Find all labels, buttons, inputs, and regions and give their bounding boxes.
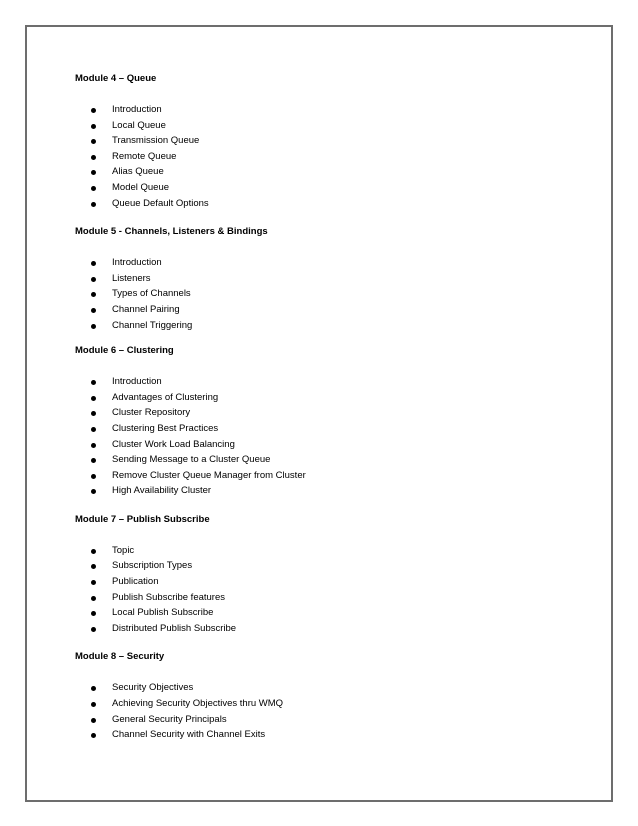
list-item [75, 590, 595, 606]
module-7-section [75, 513, 595, 637]
list-item-label: Publication [112, 576, 159, 588]
bullet-icon [91, 733, 96, 738]
list-item-label: Advantages of Clustering [112, 391, 219, 403]
bullet-icon [91, 324, 96, 329]
list-item [75, 102, 595, 118]
list-item-label: Remote Queue [112, 150, 177, 162]
list-item [75, 164, 595, 180]
list-item-label: Types of Channels [112, 288, 191, 300]
list-item [75, 696, 595, 712]
bullet-icon [91, 627, 96, 632]
list-item [75, 196, 595, 212]
module-heading: Module 8 – Security [75, 651, 165, 663]
list-item [75, 149, 595, 165]
topic-list [75, 102, 595, 211]
list-item-label: Publish Subscribe features [112, 591, 226, 603]
list-item [75, 621, 595, 637]
bullet-icon [91, 718, 96, 723]
bullet-icon [91, 124, 96, 129]
bullet-icon [91, 443, 96, 448]
list-item-label: Remove Cluster Queue Manager from Cluster [112, 469, 306, 481]
bullet-icon [91, 580, 96, 585]
module-heading: Module 5 - Channels, Listeners & Bindings [75, 226, 268, 238]
list-item [75, 374, 595, 390]
bullet-icon [91, 549, 96, 554]
list-item-label: Achieving Security Objectives thru WMQ [112, 698, 284, 710]
bullet-icon [91, 396, 96, 401]
list-item [75, 421, 595, 437]
bullet-icon [91, 202, 96, 207]
module-5-section [75, 225, 595, 333]
bullet-icon [91, 411, 96, 416]
topic-list [75, 543, 595, 637]
bullet-icon [91, 277, 96, 282]
topic-list [75, 374, 595, 499]
bullet-icon [91, 564, 96, 569]
list-item-label: Sending Message to a Cluster Queue [112, 454, 271, 466]
bullet-icon [91, 427, 96, 432]
list-item-label: Security Objectives [112, 682, 194, 694]
list-item [75, 390, 595, 406]
list-item [75, 437, 595, 453]
list-item-label: Local Publish Subscribe [112, 607, 214, 619]
list-item-label: Cluster Repository [112, 407, 191, 419]
list-item-label: Channel Triggering [112, 319, 193, 331]
list-item [75, 318, 595, 334]
list-item [75, 483, 595, 499]
list-item-label: Transmission Queue [112, 135, 200, 147]
list-item [75, 118, 595, 134]
bullet-icon [91, 474, 96, 479]
bullet-icon [91, 380, 96, 385]
bullet-icon [91, 458, 96, 463]
bullet-icon [91, 702, 96, 707]
list-item [75, 405, 595, 421]
list-item-label: Introduction [112, 376, 162, 388]
list-item-label: Model Queue [112, 181, 170, 193]
list-item [75, 255, 595, 271]
document-content [75, 72, 595, 743]
list-item-label: Local Queue [112, 119, 166, 131]
list-item-label: Introduction [112, 257, 162, 269]
list-item [75, 452, 595, 468]
list-item [75, 133, 595, 149]
bullet-icon [91, 186, 96, 191]
list-item-label: High Availability Cluster [112, 485, 212, 497]
list-item [75, 605, 595, 621]
list-item-label: Alias Queue [112, 166, 164, 178]
bullet-icon [91, 596, 96, 601]
list-item-label: Cluster Work Load Balancing [112, 438, 235, 450]
bullet-icon [91, 489, 96, 494]
list-item-label: General Security Principals [112, 713, 227, 725]
list-item-label: Listeners [112, 272, 151, 284]
list-item-label: Topic [112, 544, 135, 556]
module-6-section [75, 344, 595, 499]
list-item [75, 727, 595, 743]
list-item-label: Clustering Best Practices [112, 422, 219, 434]
list-item-label: Subscription Types [112, 560, 193, 572]
bullet-icon [91, 261, 96, 266]
bullet-icon [91, 686, 96, 691]
topic-list [75, 680, 595, 742]
list-item [75, 302, 595, 318]
list-item [75, 712, 595, 728]
bullet-icon [91, 611, 96, 616]
module-heading: Module 7 – Publish Subscribe [75, 513, 210, 525]
topic-list [75, 255, 595, 333]
bullet-icon [91, 308, 96, 313]
list-item-label: Introduction [112, 104, 162, 115]
list-item-label: Queue Default Options [112, 197, 209, 209]
list-item [75, 558, 595, 574]
list-item [75, 468, 595, 484]
bullet-icon [91, 292, 96, 297]
module-heading: Module 6 – Clustering [75, 345, 174, 357]
list-item [75, 680, 595, 696]
list-item [75, 271, 595, 287]
module-heading: Module 4 – Queue [75, 73, 157, 84]
module-4-section [75, 72, 595, 211]
list-item [75, 286, 595, 302]
bullet-icon [91, 139, 96, 144]
bullet-icon [91, 170, 96, 175]
list-item [75, 574, 595, 590]
bullet-icon [91, 155, 96, 160]
list-item-label: Channel Security with Channel Exits [112, 729, 266, 741]
list-item [75, 180, 595, 196]
list-item [75, 543, 595, 559]
list-item-label: Distributed Publish Subscribe [112, 622, 237, 634]
module-8-section [75, 650, 595, 742]
bullet-icon [91, 108, 96, 113]
list-item-label: Channel Pairing [112, 303, 180, 315]
